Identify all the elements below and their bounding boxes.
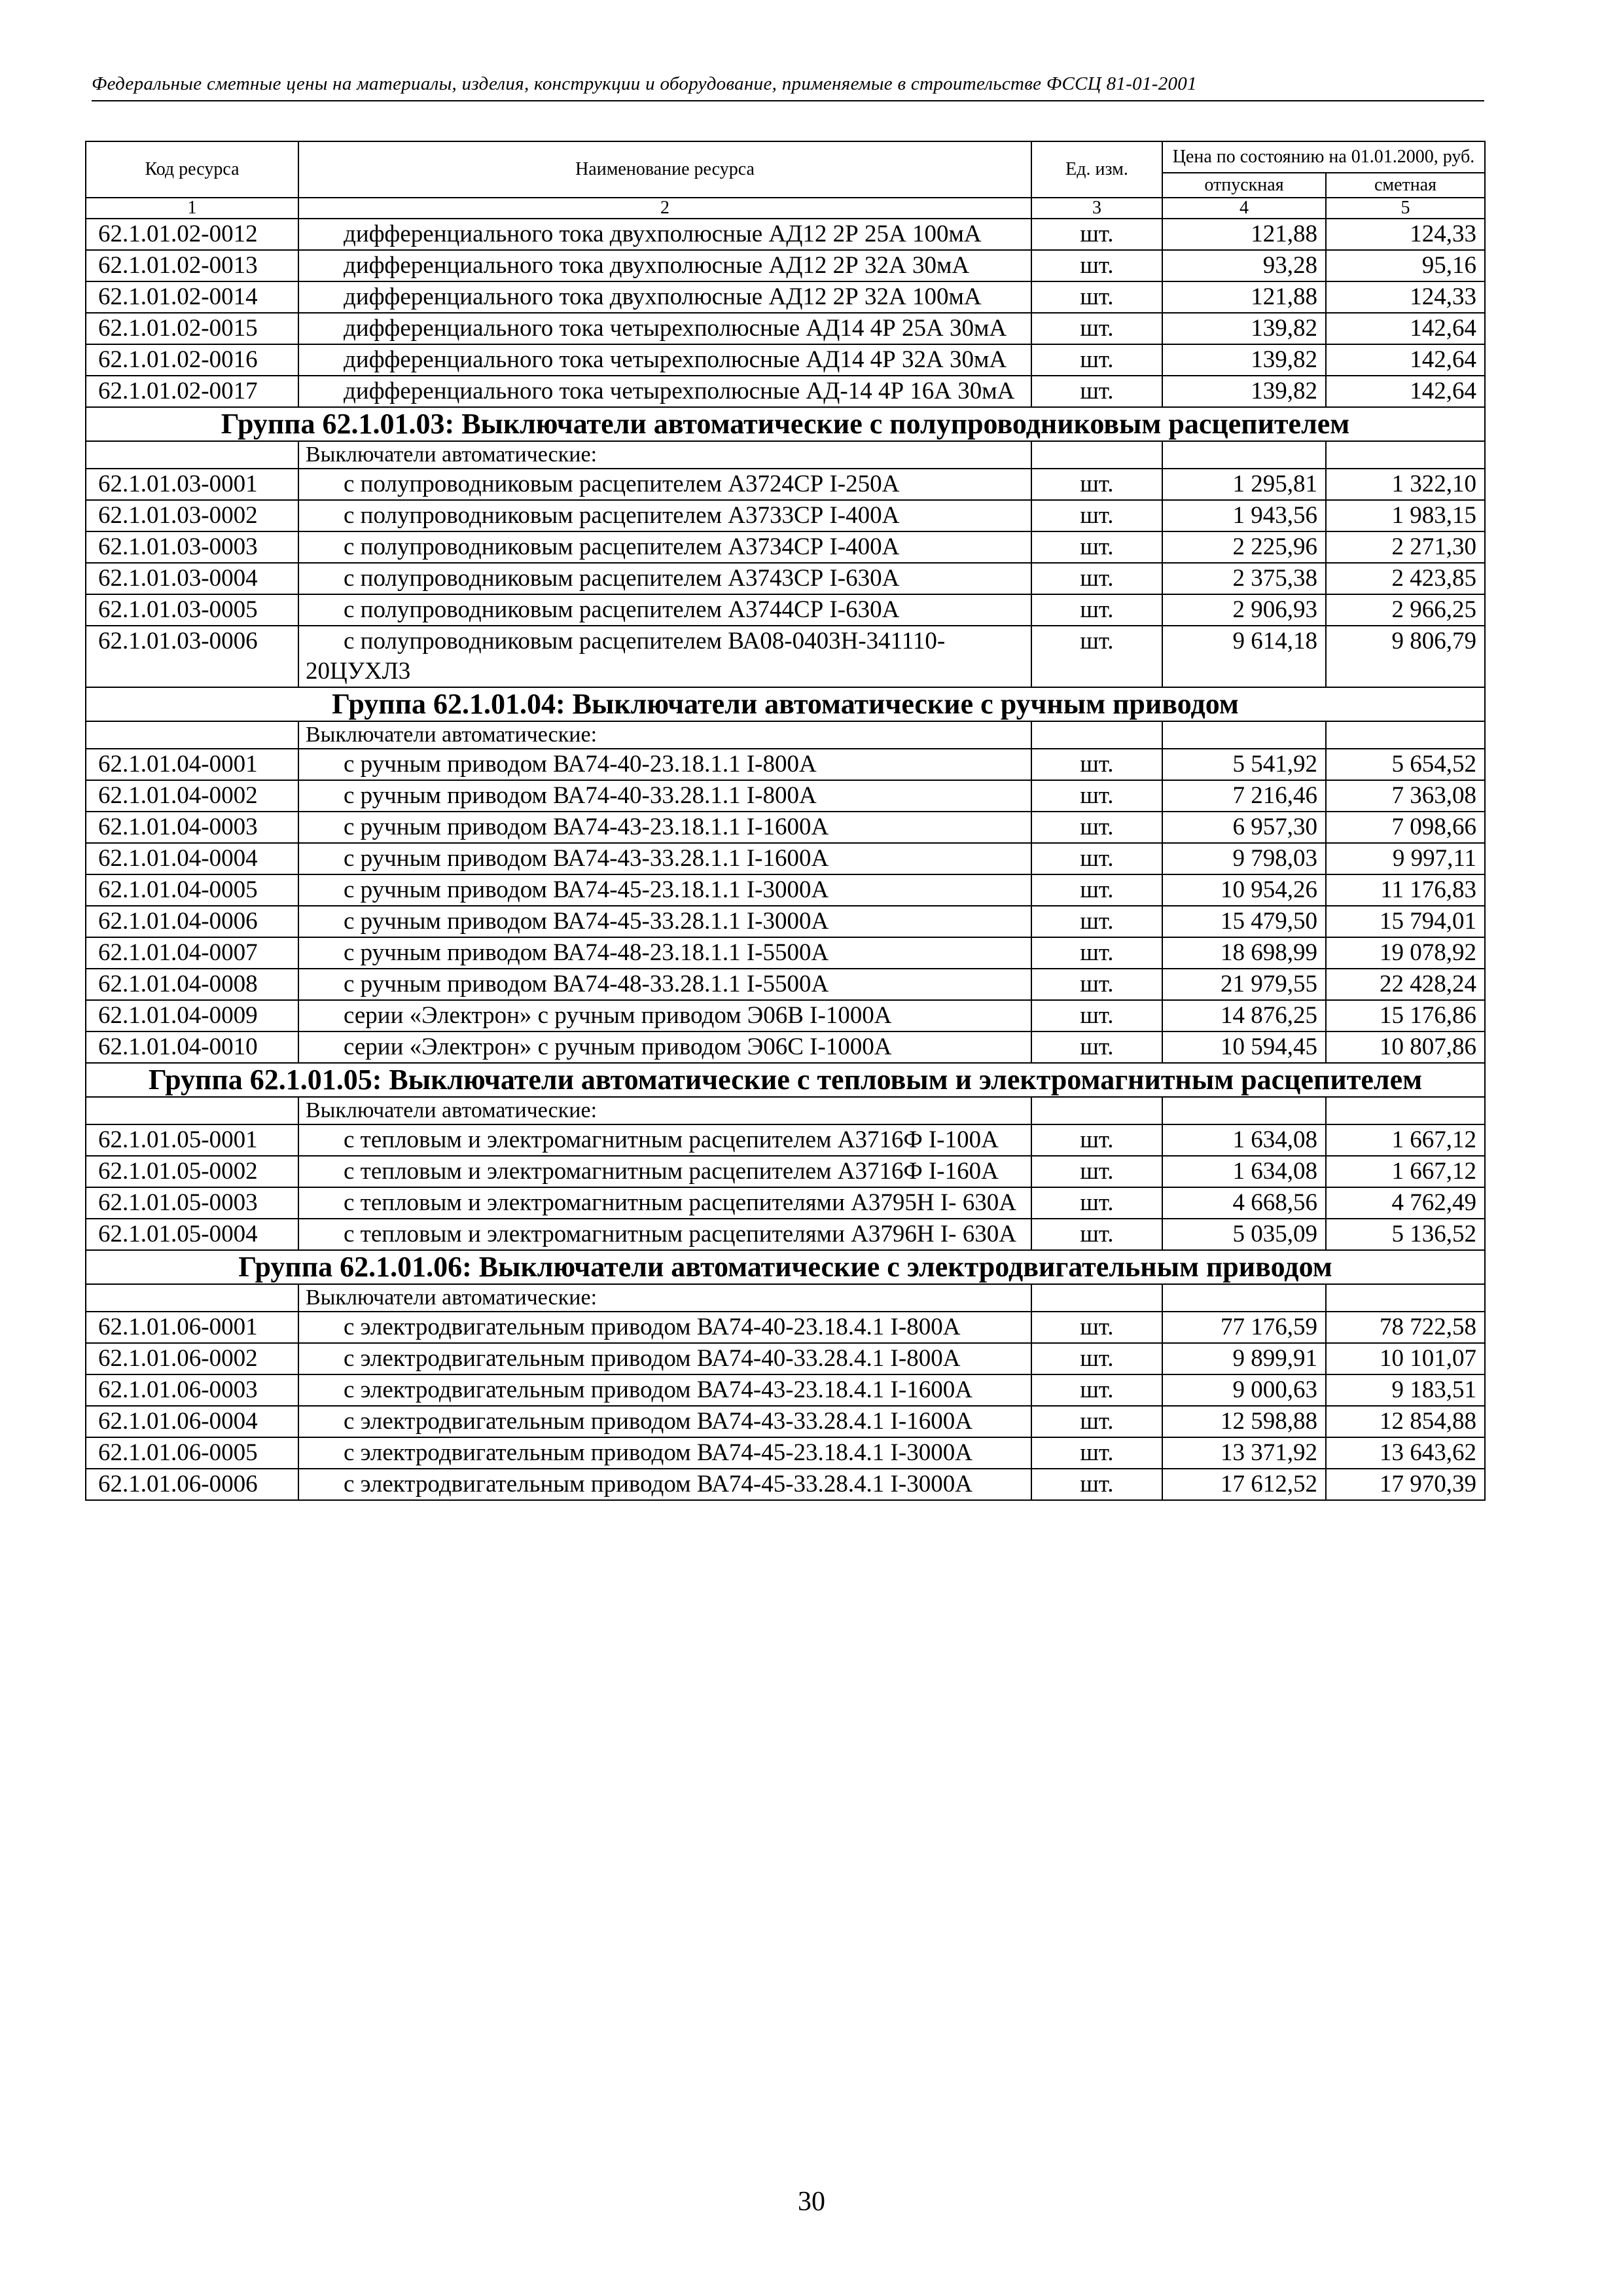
resource-name-cell [298, 969, 1031, 1000]
estimate-price: 7 098,66 [1326, 812, 1485, 843]
resource-name-cell [298, 344, 1031, 376]
resource-code: 62.1.01.04-0010 [86, 1031, 298, 1063]
price-table [85, 141, 1486, 1501]
unit: шт. [1031, 219, 1162, 250]
release-price: 10 594,45 [1162, 1031, 1326, 1063]
unit: шт. [1031, 626, 1162, 687]
table-row [86, 281, 1485, 313]
estimate-price: 22 428,24 [1326, 969, 1485, 1000]
estimate-price: 1 667,12 [1326, 1124, 1485, 1156]
release-price: 5 035,09 [1162, 1219, 1326, 1250]
resource-name-cell [298, 906, 1031, 937]
resource-code: 62.1.01.06-0003 [86, 1374, 298, 1406]
resource-name-cell [298, 281, 1031, 313]
unit: шт. [1031, 749, 1162, 780]
unit: шт. [1031, 469, 1162, 500]
unit: шт. [1031, 780, 1162, 812]
resource-name-cell [298, 1031, 1031, 1063]
subgroup-unit-cell [1031, 1097, 1162, 1124]
unit: шт. [1031, 250, 1162, 281]
subgroup-release-cell [1162, 1097, 1326, 1124]
subgroup-row [86, 1097, 1485, 1124]
resource-name: с электродвигательным приводом ВА74-40-23.18.4.1 I-800А [344, 1314, 961, 1340]
subgroup-title: Выключатели автоматические: [298, 721, 1031, 749]
table-row [86, 1000, 1485, 1031]
unit: шт. [1031, 531, 1162, 563]
resource-code: 62.1.01.04-0006 [86, 906, 298, 937]
estimate-price: 15 794,01 [1326, 906, 1485, 937]
release-price: 77 176,59 [1162, 1312, 1326, 1343]
col-header-price: Цена по состоянию на 01.01.2000, руб. [1162, 141, 1485, 173]
unit: шт. [1031, 1000, 1162, 1031]
col-header-unit: Ед. изм. [1031, 141, 1162, 198]
resource-name: дифференциального тока четырехполюсные АД-14 4Р 16А 30мА [344, 378, 1015, 404]
resource-name-cell [298, 1187, 1031, 1219]
resource-name: с ручным приводом ВА74-48-33.28.1.1 I-5500А [344, 971, 829, 997]
resource-name-cell [298, 531, 1031, 563]
col-number: 2 [298, 198, 1031, 219]
unit: шт. [1031, 313, 1162, 344]
unit: шт. [1031, 874, 1162, 906]
resource-code: 62.1.01.03-0001 [86, 469, 298, 500]
unit: шт. [1031, 281, 1162, 313]
group-title: Группа 62.1.01.06: Выключатели автоматические с электродвигательным приводом [86, 1250, 1485, 1284]
col-header-release: отпускная [1162, 173, 1326, 198]
release-price: 1 295,81 [1162, 469, 1326, 500]
resource-code: 62.1.01.06-0002 [86, 1343, 298, 1374]
subgroup-release-cell [1162, 1284, 1326, 1312]
unit: шт. [1031, 812, 1162, 843]
resource-code: 62.1.01.06-0004 [86, 1406, 298, 1437]
col-header-name: Наименование ресурса [298, 141, 1031, 198]
resource-name: с ручным приводом ВА74-48-23.18.1.1 I-5500А [344, 939, 829, 966]
release-price: 12 598,88 [1162, 1406, 1326, 1437]
estimate-price: 9 997,11 [1326, 843, 1485, 874]
table-row [86, 250, 1485, 281]
table-row [86, 1124, 1485, 1156]
table-row [86, 937, 1485, 969]
resource-name-cell [298, 1437, 1031, 1469]
table-row [86, 469, 1485, 500]
release-price: 9 899,91 [1162, 1343, 1326, 1374]
table-row [86, 1437, 1485, 1469]
unit: шт. [1031, 969, 1162, 1000]
resource-name: с полупроводниковым расцепителем А3724СР I-250А [344, 471, 900, 497]
resource-name-cell [298, 219, 1031, 250]
resource-name: с тепловым и электромагнитным расцепителем А3716Ф I-100А [344, 1126, 999, 1153]
resource-name-cell [298, 469, 1031, 500]
subgroup-estimate-cell [1326, 1097, 1485, 1124]
unit: шт. [1031, 1219, 1162, 1250]
unit: шт. [1031, 594, 1162, 626]
resource-code: 62.1.01.05-0003 [86, 1187, 298, 1219]
estimate-price: 9 806,79 [1326, 626, 1485, 687]
table-row [86, 1406, 1485, 1437]
page-header: Федеральные сметные цены на материалы, изделия, конструкции и оборудование, применяемые в строительстве ФССЦ 81-01-2001 [92, 73, 1484, 101]
release-price: 14 876,25 [1162, 1000, 1326, 1031]
resource-name: дифференциального тока двухполюсные АД12 2Р 32А 100мА [344, 283, 982, 310]
estimate-price: 95,16 [1326, 250, 1485, 281]
resource-code: 62.1.01.06-0001 [86, 1312, 298, 1343]
resource-code: 62.1.01.05-0002 [86, 1156, 298, 1187]
table-row [86, 219, 1485, 250]
table-row [86, 500, 1485, 531]
resource-name: с электродвигательным приводом ВА74-40-33.28.4.1 I-800А [344, 1345, 961, 1372]
unit: шт. [1031, 1312, 1162, 1343]
table-row [86, 313, 1485, 344]
estimate-price: 15 176,86 [1326, 1000, 1485, 1031]
estimate-price: 1 322,10 [1326, 469, 1485, 500]
subgroup-estimate-cell [1326, 441, 1485, 469]
subgroup-title: Выключатели автоматические: [298, 441, 1031, 469]
unit: шт. [1031, 500, 1162, 531]
estimate-price: 78 722,58 [1326, 1312, 1485, 1343]
resource-name-cell [298, 749, 1031, 780]
estimate-price: 1 667,12 [1326, 1156, 1485, 1187]
resource-name-cell [298, 1219, 1031, 1250]
estimate-price: 10 101,07 [1326, 1343, 1485, 1374]
unit: шт. [1031, 1031, 1162, 1063]
resource-code: 62.1.01.03-0005 [86, 594, 298, 626]
unit: шт. [1031, 1187, 1162, 1219]
table-row [86, 1031, 1485, 1063]
unit: шт. [1031, 1374, 1162, 1406]
subgroup-unit-cell [1031, 721, 1162, 749]
release-price: 9 798,03 [1162, 843, 1326, 874]
release-price: 121,88 [1162, 281, 1326, 313]
resource-name-cell [298, 843, 1031, 874]
resource-name: с ручным приводом ВА74-43-33.28.1.1 I-1600А [344, 845, 829, 872]
estimate-price: 10 807,86 [1326, 1031, 1485, 1063]
estimate-price: 13 643,62 [1326, 1437, 1485, 1469]
resource-name: с электродвигательным приводом ВА74-45-33.28.4.1 I-3000А [344, 1471, 972, 1498]
resource-name: дифференциального тока четырехполюсные АД14 4Р 25А 30мА [344, 315, 1007, 342]
estimate-price: 7 363,08 [1326, 780, 1485, 812]
resource-name-cell [298, 1469, 1031, 1500]
release-price: 1 634,08 [1162, 1156, 1326, 1187]
release-price: 5 541,92 [1162, 749, 1326, 780]
resource-name-cell [298, 376, 1031, 407]
table-row [86, 843, 1485, 874]
resource-name: с электродвигательным приводом ВА74-45-23.18.4.1 I-3000А [344, 1439, 972, 1466]
resource-name: с полупроводниковым расцепителем А3744СР I-630А [344, 596, 900, 623]
release-price: 1 943,56 [1162, 500, 1326, 531]
resource-code: 62.1.01.05-0001 [86, 1124, 298, 1156]
subgroup-title: Выключатели автоматические: [298, 1097, 1031, 1124]
estimate-price: 9 183,51 [1326, 1374, 1485, 1406]
group-header-row [86, 687, 1485, 721]
col-number: 3 [1031, 198, 1162, 219]
resource-name-cell [298, 1343, 1031, 1374]
group-title: Группа 62.1.01.04: Выключатели автоматические с ручным приводом [86, 687, 1485, 721]
resource-code: 62.1.01.06-0006 [86, 1469, 298, 1500]
resource-code: 62.1.01.04-0001 [86, 749, 298, 780]
resource-name: серии «Электрон» с ручным приводом Э06С I-1000А [344, 1033, 892, 1060]
group-title: Группа 62.1.01.03: Выключатели автоматические с полупроводниковым расцепителем [86, 407, 1485, 441]
estimate-price: 4 762,49 [1326, 1187, 1485, 1219]
estimate-price: 5 136,52 [1326, 1219, 1485, 1250]
table-row [86, 1374, 1485, 1406]
estimate-price: 142,64 [1326, 344, 1485, 376]
resource-name: дифференциального тока двухполюсные АД12 2Р 25А 100мА [344, 221, 982, 247]
resource-name-cell [298, 313, 1031, 344]
estimate-price: 17 970,39 [1326, 1469, 1485, 1500]
col-number: 1 [86, 198, 298, 219]
estimate-price: 12 854,88 [1326, 1406, 1485, 1437]
resource-name: дифференциального тока четырехполюсные АД14 4Р 32А 30мА [344, 346, 1007, 373]
table-row [86, 594, 1485, 626]
subgroup-row [86, 441, 1485, 469]
resource-code: 62.1.01.06-0005 [86, 1437, 298, 1469]
group-header-row [86, 1250, 1485, 1284]
unit: шт. [1031, 843, 1162, 874]
unit: шт. [1031, 1124, 1162, 1156]
resource-name: с ручным приводом ВА74-43-23.18.1.1 I-1600А [344, 814, 829, 840]
subgroup-row [86, 721, 1485, 749]
resource-name: с полупроводниковым расцепителем А3743СР I-630А [344, 565, 900, 592]
table-row [86, 376, 1485, 407]
release-price: 6 957,30 [1162, 812, 1326, 843]
release-price: 139,82 [1162, 344, 1326, 376]
release-price: 10 954,26 [1162, 874, 1326, 906]
resource-name-cell [298, 594, 1031, 626]
col-number: 5 [1326, 198, 1485, 219]
resource-name: с тепловым и электромагнитным расцепителями А3795Н I- 630А [344, 1189, 1016, 1216]
unit: шт. [1031, 376, 1162, 407]
resource-code: 62.1.01.04-0004 [86, 843, 298, 874]
estimate-price: 2 423,85 [1326, 563, 1485, 594]
resource-name-cell [298, 874, 1031, 906]
unit: шт. [1031, 1437, 1162, 1469]
subgroup-release-cell [1162, 721, 1326, 749]
col-header-estimate: сметная [1326, 173, 1485, 198]
resource-code: 62.1.01.02-0016 [86, 344, 298, 376]
table-row [86, 1187, 1485, 1219]
resource-code: 62.1.01.02-0015 [86, 313, 298, 344]
resource-code: 62.1.01.03-0003 [86, 531, 298, 563]
estimate-price: 5 654,52 [1326, 749, 1485, 780]
estimate-price: 124,33 [1326, 219, 1485, 250]
release-price: 13 371,92 [1162, 1437, 1326, 1469]
resource-code: 62.1.01.04-0003 [86, 812, 298, 843]
resource-name-cell [298, 1156, 1031, 1187]
release-price: 7 216,46 [1162, 780, 1326, 812]
subgroup-release-cell [1162, 441, 1326, 469]
col-header-code: Код ресурса [86, 141, 298, 198]
resource-code: 62.1.01.05-0004 [86, 1219, 298, 1250]
table-row [86, 563, 1485, 594]
table-row [86, 1219, 1485, 1250]
release-price: 4 668,56 [1162, 1187, 1326, 1219]
table-row [86, 874, 1485, 906]
group-title: Группа 62.1.01.05: Выключатели автоматические с тепловым и электромагнитным расцепителем [86, 1063, 1485, 1097]
resource-name: с ручным приводом ВА74-45-33.28.1.1 I-3000А [344, 908, 829, 935]
table-row [86, 812, 1485, 843]
table-row [86, 531, 1485, 563]
estimate-price: 1 983,15 [1326, 500, 1485, 531]
col-number: 4 [1162, 198, 1326, 219]
table-row [86, 1343, 1485, 1374]
unit: шт. [1031, 937, 1162, 969]
release-price: 15 479,50 [1162, 906, 1326, 937]
resource-name: с тепловым и электромагнитным расцепителем А3716Ф I-160А [344, 1158, 999, 1185]
release-price: 139,82 [1162, 313, 1326, 344]
resource-name-cell [298, 250, 1031, 281]
resource-code: 62.1.01.03-0002 [86, 500, 298, 531]
resource-name-cell [298, 1374, 1031, 1406]
group-header-row [86, 1063, 1485, 1097]
resource-name: с электродвигательным приводом ВА74-43-33.28.4.1 I-1600А [344, 1408, 972, 1435]
resource-code: 62.1.01.04-0009 [86, 1000, 298, 1031]
estimate-price: 2 271,30 [1326, 531, 1485, 563]
resource-name-cell [298, 812, 1031, 843]
release-price: 1 634,08 [1162, 1124, 1326, 1156]
resource-name-cell [298, 1124, 1031, 1156]
resource-code: 62.1.01.04-0005 [86, 874, 298, 906]
resource-name: с ручным приводом ВА74-45-23.18.1.1 I-3000А [344, 876, 829, 903]
table-row [86, 906, 1485, 937]
resource-name: с электродвигательным приводом ВА74-43-23.18.4.1 I-1600А [344, 1376, 972, 1403]
estimate-price: 2 966,25 [1326, 594, 1485, 626]
page-number: 30 [798, 2187, 825, 2217]
release-price: 18 698,99 [1162, 937, 1326, 969]
resource-code: 62.1.01.02-0017 [86, 376, 298, 407]
estimate-price: 11 176,83 [1326, 874, 1485, 906]
release-price: 9 000,63 [1162, 1374, 1326, 1406]
resource-code: 62.1.01.02-0012 [86, 219, 298, 250]
resource-code: 62.1.01.03-0006 [86, 626, 298, 687]
release-price: 17 612,52 [1162, 1469, 1326, 1500]
estimate-price: 19 078,92 [1326, 937, 1485, 969]
release-price: 9 614,18 [1162, 626, 1326, 687]
resource-code: 62.1.01.04-0008 [86, 969, 298, 1000]
release-price: 121,88 [1162, 219, 1326, 250]
subgroup-unit-cell [1031, 441, 1162, 469]
resource-name: с ручным приводом ВА74-40-23.18.1.1 I-800А [344, 751, 817, 778]
table-row [86, 344, 1485, 376]
table-row [86, 626, 1485, 687]
resource-name-cell [298, 1312, 1031, 1343]
unit: шт. [1031, 1406, 1162, 1437]
release-price: 2 906,93 [1162, 594, 1326, 626]
resource-name: с полупроводниковым расцепителем А3734СР I-400А [344, 533, 900, 560]
resource-name-cell [298, 500, 1031, 531]
resource-code: 62.1.01.03-0004 [86, 563, 298, 594]
resource-name: с полупроводниковым расцепителем А3733СР I-400А [344, 502, 900, 529]
resource-code: 62.1.01.04-0007 [86, 937, 298, 969]
resource-name: серии «Электрон» с ручным приводом Э06В I-1000А [344, 1002, 892, 1029]
table-row [86, 780, 1485, 812]
resource-name: с ручным приводом ВА74-40-33.28.1.1 I-800А [344, 782, 817, 809]
resource-name: дифференциального тока двухполюсные АД12 2Р 32А 30мА [344, 252, 970, 279]
table-row [86, 969, 1485, 1000]
resource-name-cell [298, 1000, 1031, 1031]
subgroup-title: Выключатели автоматические: [298, 1284, 1031, 1312]
resource-name-cell [298, 937, 1031, 969]
table-row [86, 1469, 1485, 1500]
resource-name: с полупроводниковым расцепителем ВА08-0403Н-341110- 20ЦУХЛ3 [306, 628, 946, 685]
subgroup-estimate-cell [1326, 721, 1485, 749]
release-price: 2 375,38 [1162, 563, 1326, 594]
resource-name: с тепловым и электромагнитным расцепителями А3796Н I- 630А [344, 1221, 1016, 1247]
table-body [86, 219, 1485, 1500]
estimate-price: 124,33 [1326, 281, 1485, 313]
table-row [86, 749, 1485, 780]
release-price: 139,82 [1162, 376, 1326, 407]
unit: шт. [1031, 344, 1162, 376]
resource-name-cell [298, 1406, 1031, 1437]
unit: шт. [1031, 1343, 1162, 1374]
unit: шт. [1031, 1469, 1162, 1500]
subgroup-row [86, 1284, 1485, 1312]
subgroup-code-cell [86, 441, 298, 469]
group-header-row [86, 407, 1485, 441]
unit: шт. [1031, 1156, 1162, 1187]
estimate-price: 142,64 [1326, 313, 1485, 344]
subgroup-code-cell [86, 721, 298, 749]
resource-code: 62.1.01.04-0002 [86, 780, 298, 812]
table-row [86, 1312, 1485, 1343]
resource-code: 62.1.01.02-0014 [86, 281, 298, 313]
resource-name-cell [298, 563, 1031, 594]
subgroup-estimate-cell [1326, 1284, 1485, 1312]
estimate-price: 142,64 [1326, 376, 1485, 407]
subgroup-code-cell [86, 1284, 298, 1312]
table-row [86, 1156, 1485, 1187]
subgroup-code-cell [86, 1097, 298, 1124]
unit: шт. [1031, 563, 1162, 594]
subgroup-unit-cell [1031, 1284, 1162, 1312]
column-numbers-row [86, 198, 1485, 219]
resource-name-cell [298, 626, 1031, 687]
unit: шт. [1031, 906, 1162, 937]
resource-name-cell [298, 780, 1031, 812]
release-price: 93,28 [1162, 250, 1326, 281]
release-price: 21 979,55 [1162, 969, 1326, 1000]
resource-code: 62.1.01.02-0013 [86, 250, 298, 281]
release-price: 2 225,96 [1162, 531, 1326, 563]
